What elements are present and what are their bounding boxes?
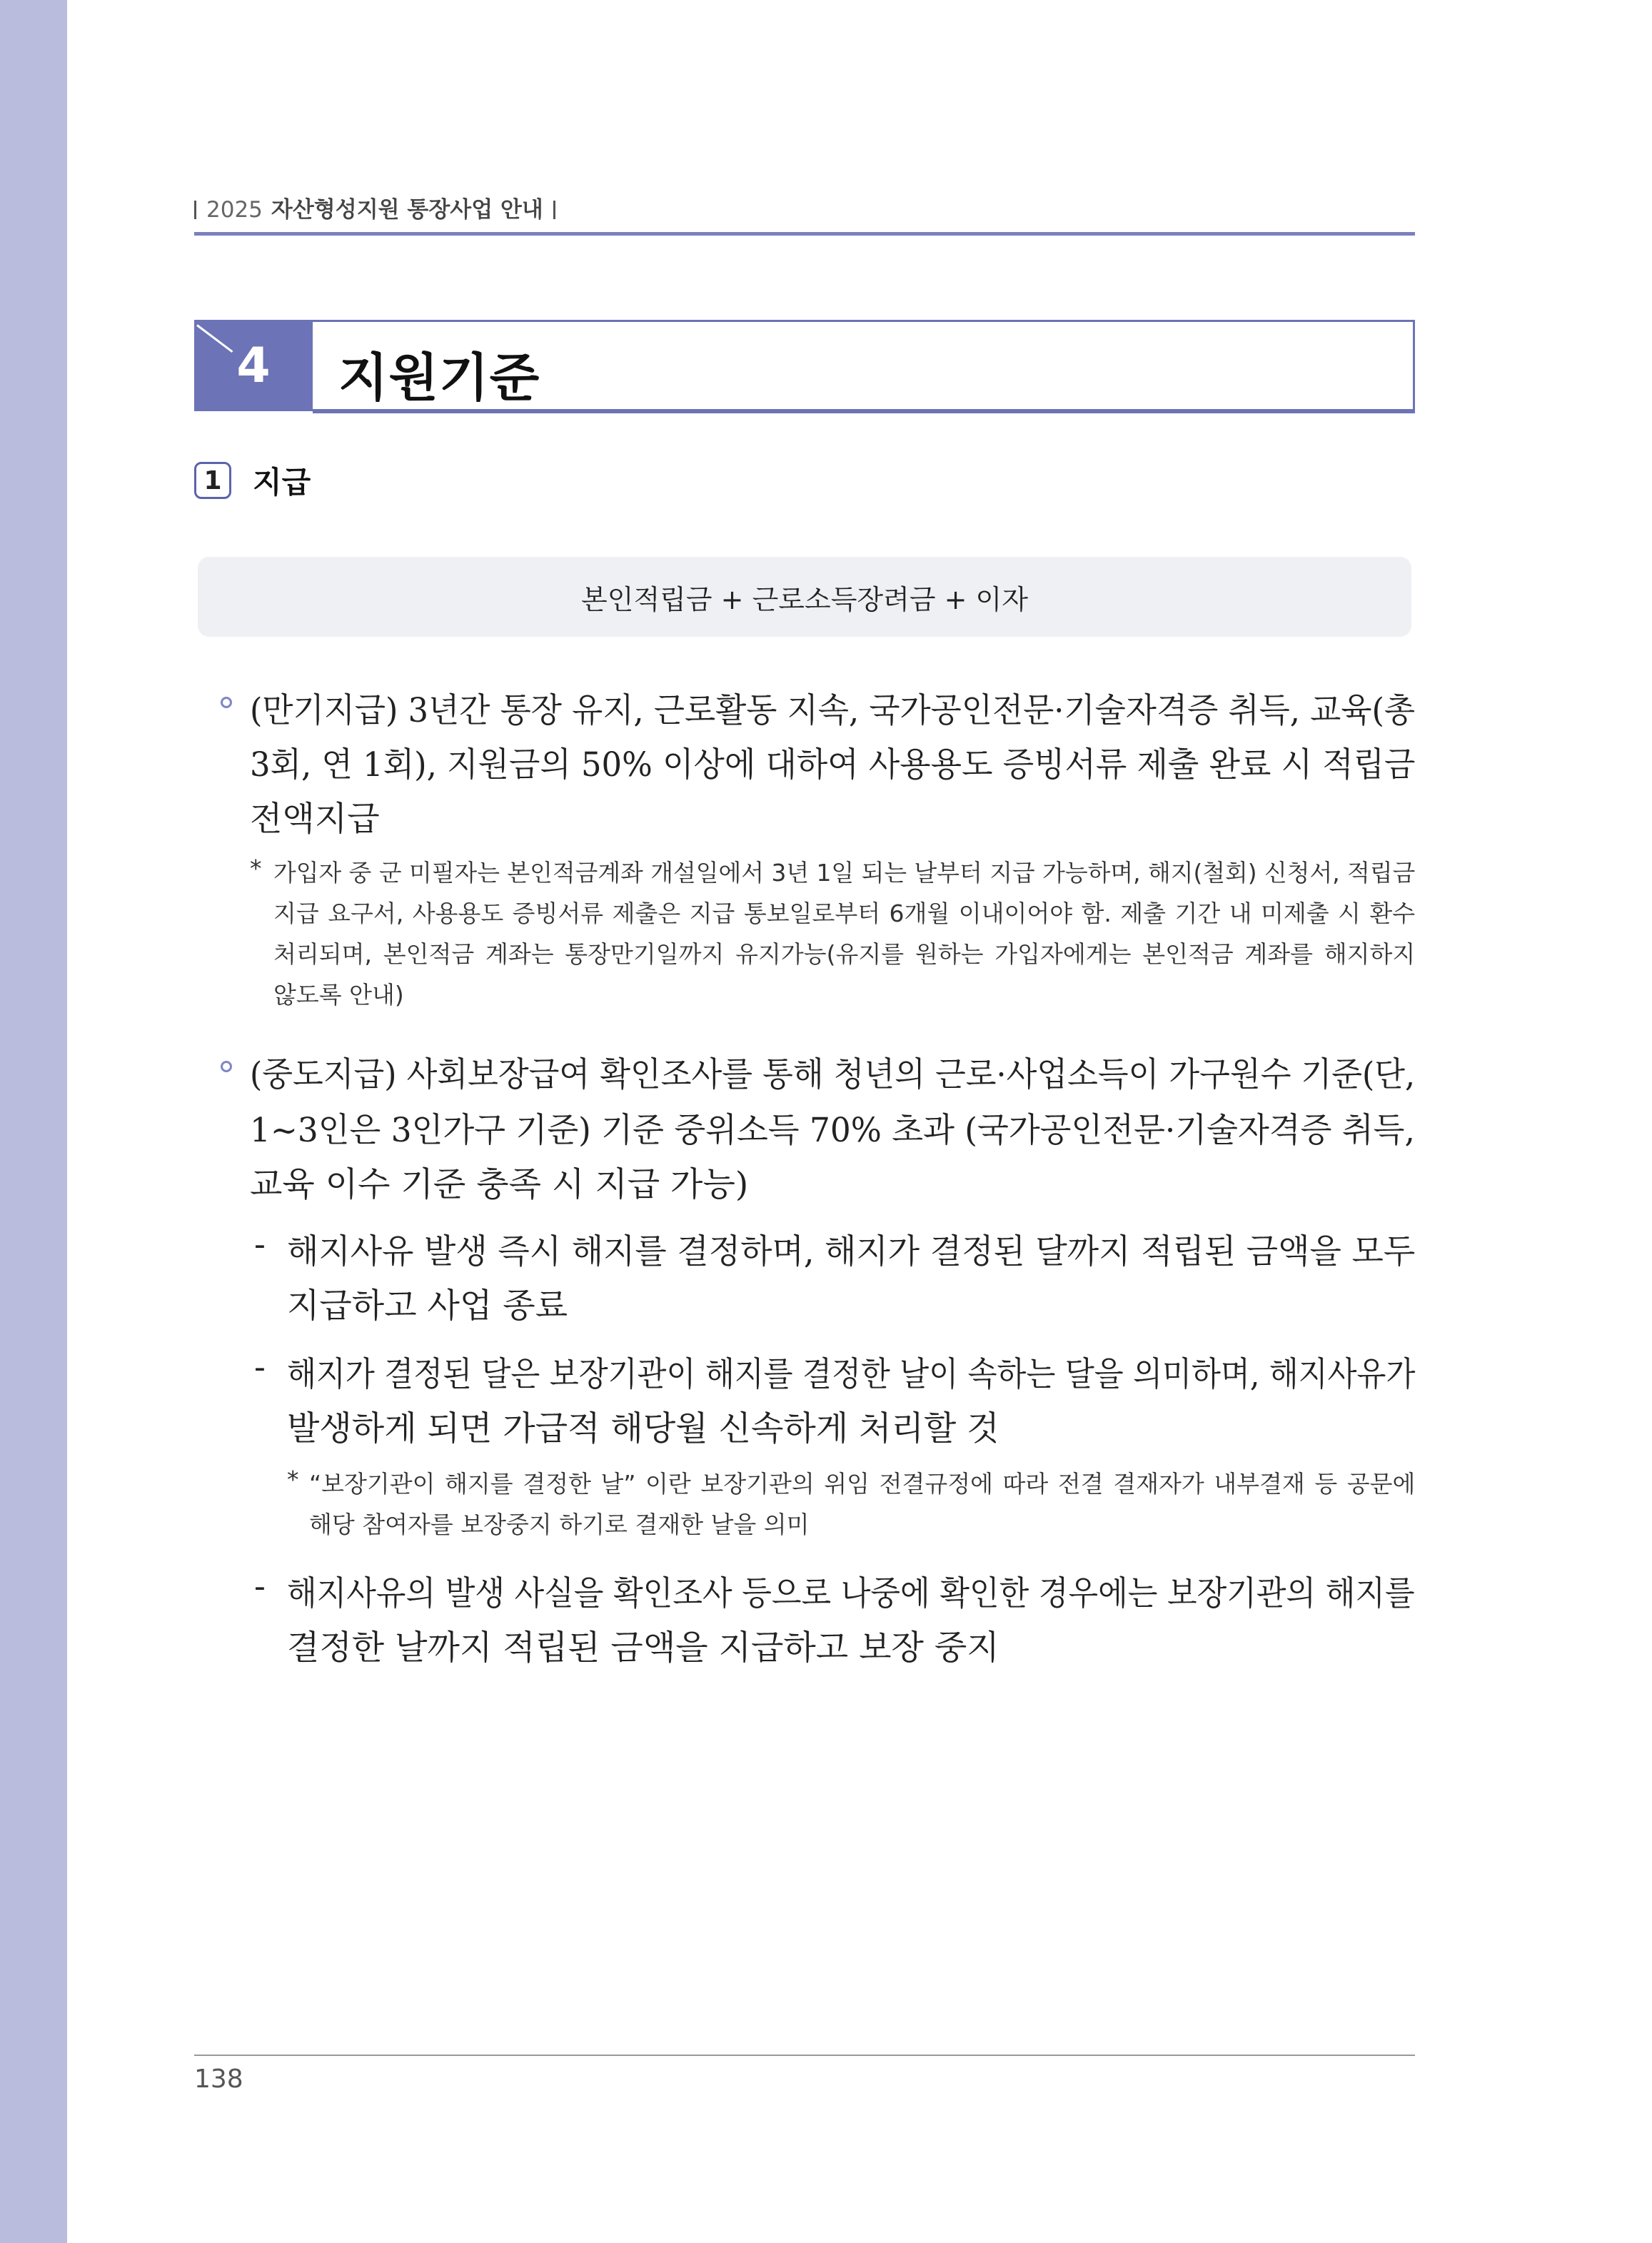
dash1-line: 해지사유 발생 즉시 해지를 결정하며, 해지가 결정된 달까지 적립된 금액을 모두 bbox=[287, 1232, 1416, 1271]
section-title-block bbox=[194, 320, 1415, 411]
midterm-line: 교육 이수 기준 충족 시 지급 가능) bbox=[250, 1165, 749, 1204]
maturity-line: 3회, 연 1회), 지원금의 50% 이상에 대하여 사용용도 증빙서류 제출 완료 시 적립금 bbox=[250, 745, 1416, 785]
dash3-line: 결정한 날까지 적립된 금액을 지급하고 보장 중지 bbox=[287, 1628, 999, 1668]
subsection-number-badge: 1 bbox=[194, 462, 231, 499]
maturity-note-line: 지급 요구서, 사용용도 증빙서류 제출은 지급 통보일로부터 6개월 이내이어야 함. 제출 기간 내 미제출 시 환수 bbox=[273, 899, 1416, 927]
midterm-line: (중도지급) 사회보장급여 확인조사를 통해 청년의 근로·사업소득이 가구원수 기준(단, bbox=[250, 1055, 1416, 1094]
header-rule bbox=[194, 232, 1415, 236]
dash2-note-line: 해당 참여자를 보장중지 하기로 결재한 날을 의미 bbox=[309, 1511, 810, 1538]
note-asterisk: * bbox=[250, 855, 262, 882]
section-number-text: 4 bbox=[236, 337, 271, 394]
subsection-heading bbox=[194, 459, 311, 502]
section-title-text: 지원기준 bbox=[338, 348, 540, 408]
section-number bbox=[194, 320, 313, 411]
dash1-line: 지급하고 사업 종료 bbox=[287, 1286, 568, 1326]
formula-box: 본인적립금 + 근로소득장려금 + 이자 bbox=[198, 557, 1411, 637]
header-year: 2025 bbox=[206, 197, 263, 223]
note-asterisk: * bbox=[287, 1466, 299, 1493]
footer-rule bbox=[194, 2055, 1415, 2056]
section-title-box bbox=[313, 320, 1415, 413]
header-divider bbox=[553, 201, 555, 219]
maturity-note-line: 가입자 중 군 미필자는 본인적금계좌 개설일에서 3년 1일 되는 날부터 지급 가능하며, 해지(철회) 신청서, 적립금 bbox=[273, 859, 1416, 887]
circle-bullet-icon bbox=[221, 697, 232, 708]
running-header bbox=[194, 191, 565, 223]
dash-bullet: - bbox=[254, 1225, 266, 1264]
circle-bullet-icon bbox=[221, 1061, 232, 1072]
subsection-title: 지급 bbox=[253, 465, 311, 500]
corner-slash-decoration bbox=[196, 324, 233, 353]
dash-bullet: - bbox=[254, 1567, 266, 1606]
header-divider bbox=[194, 201, 196, 219]
header-title: 자산형성지원 통장사업 안내 bbox=[271, 197, 543, 223]
midterm-line: 1~3인은 3인가구 기준) 기준 중위소득 70% 초과 (국가공인전문·기술자격증 취득, bbox=[250, 1111, 1415, 1150]
dash2-line: 해지가 결정된 달은 보장기관이 해지를 결정한 날이 속하는 달을 의미하며, 해지사유가 bbox=[287, 1355, 1416, 1394]
maturity-note-line: 않도록 안내) bbox=[273, 981, 404, 1009]
maturity-note-line: 처리되며, 본인적금 계좌는 통장만기일까지 유지가능(유지를 원하는 가입자에게는 본인적금 계좌를 해지하지 bbox=[273, 940, 1416, 968]
dash-bullet: - bbox=[254, 1348, 266, 1387]
maturity-line: 전액지급 bbox=[250, 800, 380, 839]
maturity-line: (만기지급) 3년간 통장 유지, 근로활동 지속, 국가공인전문·기술자격증 취득, 교육(총 bbox=[250, 691, 1416, 730]
dash3-line: 해지사유의 발생 사실을 확인조사 등으로 나중에 확인한 경우에는 보장기관의 해지를 bbox=[287, 1574, 1415, 1613]
dash2-note-line: “보장기관이 해지를 결정한 날” 이란 보장기관의 위임 전결규정에 따라 전결 결재자가 내부결재 등 공문에 bbox=[309, 1470, 1416, 1498]
page-number: 138 bbox=[194, 2065, 243, 2094]
dash2-line: 발생하게 되면 가급적 해당월 신속하게 처리할 것 bbox=[287, 1409, 999, 1448]
side-color-strip bbox=[0, 0, 67, 2243]
